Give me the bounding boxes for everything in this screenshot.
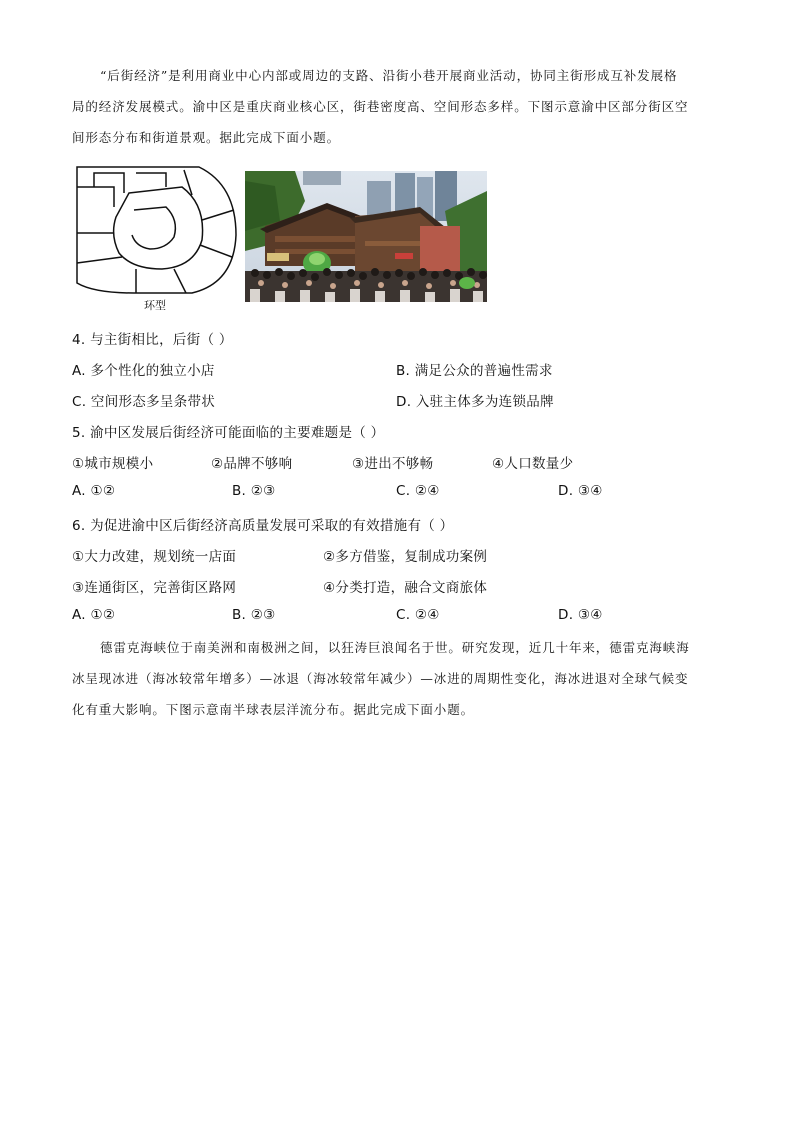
q5-statement-4: ④人口数量少 — [492, 456, 574, 472]
question-6-stem: 6. 为促进渝中区后街经济高质量发展可采取的有效措施有（ ） — [72, 518, 454, 534]
map-caption: 环型 — [144, 299, 166, 312]
q5-option-b: B. ②③ — [232, 483, 276, 499]
q4-option-b: B. 满足公众的普遍性需求 — [396, 363, 553, 379]
intro-1-line-3: 间形态分布和街道景观。据此完成下面小题。 — [72, 130, 341, 145]
q5-option-a: A. ①② — [72, 483, 116, 499]
ring-street-diagram — [74, 165, 240, 310]
intro-2-line-3: 化有重大影响。下图示意南半球表层洋流分布。据此完成下面小题。 — [72, 702, 475, 717]
q6-statement-4: ④分类打造，融合文商旅体 — [323, 580, 488, 596]
q4-option-a: A. 多个性化的独立小店 — [72, 363, 215, 379]
q5-statement-3: ③进出不够畅 — [352, 456, 434, 472]
q5-statement-1: ①城市规模小 — [72, 456, 154, 472]
q5-option-d: D. ③④ — [558, 483, 603, 499]
q5-option-c: C. ②④ — [396, 483, 440, 499]
q4-option-d: D. 入驻主体多为连锁品牌 — [396, 394, 554, 410]
question-5-stem: 5. 渝中区发展后街经济可能面临的主要难题是（ ） — [72, 425, 385, 441]
intro-paragraph-1 — [72, 60, 722, 153]
intro-2-line-1: 德雷克海峡位于南美洲和南极洲之间，以狂涛巨浪闻名于世。研究发现，近几十年来，德雷克海峡海 — [100, 640, 690, 655]
intro-2-line-2: 冰呈现冰进（海冰较常年增多）—冰退（海冰较常年减少）—冰进的周期性变化，海冰进退对全球气候变 — [72, 671, 689, 686]
q6-statement-3: ③连通街区，完善街区路网 — [72, 580, 237, 596]
q6-statement-2: ②多方借鉴，复制成功案例 — [323, 549, 488, 565]
intro-1-line-2: 局的经济发展模式。渝中区是重庆商业核心区，街巷密度高、空间形态多样。下图示意渝中区部分街区空 — [72, 99, 689, 114]
q6-option-b: B. ②③ — [232, 607, 276, 623]
q6-option-c: C. ②④ — [396, 607, 440, 623]
q6-statement-1: ①大力改建，规划统一店面 — [72, 549, 237, 565]
street-scene-image — [245, 171, 487, 302]
q6-option-d: D. ③④ — [558, 607, 603, 623]
intro-paragraph-2 — [72, 632, 722, 725]
q4-option-c: C. 空间形态多呈条带状 — [72, 394, 216, 410]
street-photo — [245, 171, 487, 302]
q6-option-a: A. ①② — [72, 607, 116, 623]
q5-statement-2: ②品牌不够响 — [211, 456, 293, 472]
intro-1-line-1: “后街经济”是利用商业中心内部或周边的支路、沿街小巷开展商业活动，协同主街形成互补发展格 — [100, 68, 678, 83]
street-layout-map — [74, 165, 240, 310]
question-4-stem: 4. 与主街相比，后街（ ） — [72, 332, 233, 348]
